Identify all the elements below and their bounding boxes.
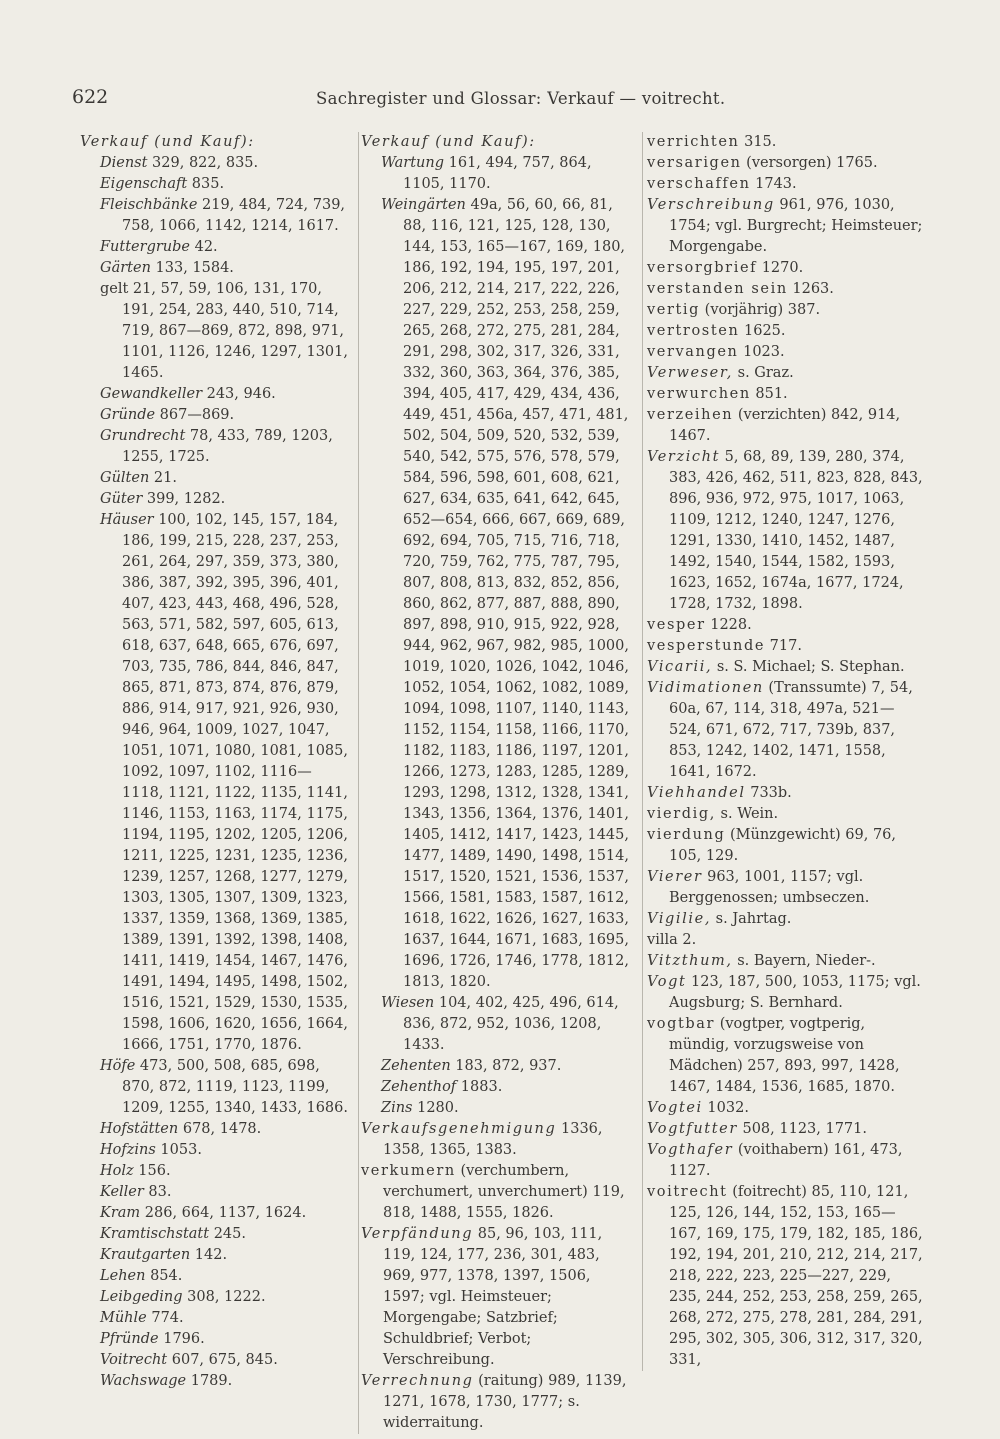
index-references: 133, 1584. xyxy=(150,260,234,276)
index-entry xyxy=(80,132,350,153)
index-term: Vogthafer xyxy=(647,1142,734,1158)
index-term: Verschreibung xyxy=(647,197,775,213)
index-references: 473, 500, 508, 685, 698, 870, 872, 1119, 1123, 1199, 1209, 1255, 1340, 1433, 1686. xyxy=(122,1058,348,1116)
index-references: (foitrecht) 85, 110, 121, 125, 126, 144, 152, 153, 165—167, 169, 175, 179, 182, 185, 186, 192, 194, 201, 210, 212, 214, 217, 218, 222, 223, 225—227, 229, 235, 244, 252, 253, 258, 259, 265, 268, 272, 275, 278, 281, 284, 291, 295, 302, 305, 306, 312, 317, 320, 331, xyxy=(669,1184,923,1368)
index-references: 1023. xyxy=(738,344,785,360)
index-entry xyxy=(361,1371,629,1434)
index-entry xyxy=(647,636,923,657)
index-references: 508, 1123, 1771. xyxy=(737,1121,867,1137)
index-entry xyxy=(647,657,923,678)
index-term: Zehenten xyxy=(381,1058,451,1074)
index-references: 21, 57, 59, 106, 131, 170, 191, 254, 283, 440, 510, 714, 719, 867—869, 872, 898, 971, 1101, 1126, 1246, 1297, 1301, 1465. xyxy=(122,281,348,381)
index-references: 854. xyxy=(145,1268,183,1284)
index-term: Gründe xyxy=(100,407,156,423)
index-term: Verkauf (und Kauf): xyxy=(361,134,536,150)
index-entry xyxy=(90,1140,350,1161)
index-entry xyxy=(647,195,923,258)
index-entry xyxy=(647,342,923,363)
index-entry xyxy=(647,825,923,867)
index-term: Zehenthof xyxy=(381,1079,457,1095)
index-entry xyxy=(90,279,350,384)
index-column-3 xyxy=(642,132,923,1371)
index-references: 1883. xyxy=(456,1079,503,1095)
index-term: villa xyxy=(647,932,678,948)
index-term: vesperstunde xyxy=(647,638,766,654)
index-entry xyxy=(647,153,923,174)
index-term: verzeihen xyxy=(647,407,734,423)
index-entry xyxy=(90,153,350,174)
index-entry xyxy=(90,510,350,1056)
index-entry xyxy=(647,132,923,153)
index-entry xyxy=(647,447,923,615)
index-term: Lehen xyxy=(100,1268,146,1284)
index-entry xyxy=(361,1161,629,1224)
index-term: Vogtfutter xyxy=(647,1121,738,1137)
index-references: (verzichten) 842, 914, 1467. xyxy=(669,407,901,444)
index-references: 85, 96, 103, 111, 119, 124, 177, 236, 301, 483, 969, 977, 1378, 1397, 1506, 1597; vgl. Heimsteuer; Morgengabe; Satzbrief; Schuldbrief; Verbot; Verschreibung. xyxy=(383,1226,603,1368)
index-term: Leibgeding xyxy=(100,1289,183,1305)
index-entry xyxy=(90,1161,350,1182)
index-references: (raitung) 989, 1139, 1271, 1678, 1730, 1777; s. widerraitung. xyxy=(383,1373,627,1431)
index-term: vierdung xyxy=(647,827,726,843)
running-header: Sachregister und Glossar: Verkauf — voitrecht. xyxy=(316,89,726,108)
index-term: versorgbrief xyxy=(647,260,758,276)
index-term: verstanden sein xyxy=(647,281,788,297)
index-term: Gülten xyxy=(100,470,150,486)
index-entry xyxy=(647,972,923,1014)
index-entry xyxy=(647,258,923,279)
index-references: s. Jahrtag. xyxy=(711,911,792,927)
index-term: Eigenschaft xyxy=(100,176,188,192)
index-term: Mühle xyxy=(100,1310,147,1326)
index-term: Verpfändung xyxy=(361,1226,474,1242)
index-entry xyxy=(647,1182,923,1371)
index-term: verschaffen xyxy=(647,176,751,192)
index-term: Krautgarten xyxy=(100,1247,191,1263)
index-entry xyxy=(90,1308,350,1329)
index-references: 1270. xyxy=(757,260,804,276)
index-entry xyxy=(90,1182,350,1203)
index-references: 161, 494, 757, 864, 1105, 1170. xyxy=(403,155,592,192)
index-entry xyxy=(371,1098,629,1119)
index-entry xyxy=(647,174,923,195)
index-entry xyxy=(647,909,923,930)
index-references: 961, 976, 1030, 1754; vgl. Burgrecht; Heimsteuer; Morgengabe. xyxy=(669,197,923,255)
index-term: verkumern xyxy=(361,1163,456,1179)
index-entry xyxy=(647,867,923,909)
index-references: 733b. xyxy=(745,785,792,801)
index-term: Verkauf (und Kauf): xyxy=(80,134,255,150)
index-entry xyxy=(371,195,629,993)
index-entry xyxy=(90,1266,350,1287)
index-entry xyxy=(647,615,923,636)
index-term: Keller xyxy=(100,1184,144,1200)
index-term: Weingärten xyxy=(381,197,466,213)
index-references: 1743. xyxy=(750,176,797,192)
index-references: (voithabern) 161, 473, 1127. xyxy=(669,1142,903,1179)
index-entry xyxy=(647,1140,923,1182)
index-references: 104, 402, 425, 496, 614, 836, 872, 952, 1036, 1208, 1433. xyxy=(403,995,619,1053)
index-term: versarigen xyxy=(647,155,742,171)
index-entry xyxy=(371,1077,629,1098)
index-references: 142. xyxy=(190,1247,228,1263)
index-term: vesper xyxy=(647,617,706,633)
index-references: 1032. xyxy=(702,1100,749,1116)
index-references: 5, 68, 89, 139, 280, 374, 383, 426, 462, 511, 823, 828, 843, 896, 936, 972, 975, 1017, 1063, 1109, 1212, 1240, 1247, 1276, 1291, 1330, 1410, 1452, 1487, 1492, 1540, 1544, 1582, 1593, 1623, 1652, 1674a, 1677, 1724, 1728, 1732, 1898. xyxy=(669,449,923,612)
index-references: 123, 187, 500, 1053, 1175; vgl. Augsburg; S. Bernhard. xyxy=(669,974,921,1011)
index-entry xyxy=(90,489,350,510)
index-entry xyxy=(647,951,923,972)
index-references: 100, 102, 145, 157, 184, 186, 199, 215, 228, 237, 253, 261, 264, 297, 359, 373, 380, 386, 387, 392, 395, 396, 401, 407, 423, 443, 468, 496, 528, 563, 571, 582, 597, 605, 613, 618, 637, 648, 665, 676, 697, 703, 735, 786, 844, 846, 847, 865, 871, 873, 874, 876, 879, 886, 914, 917, 921, 926, 930, 946, 964, 1009, 1027, 1047, 1051, 1071, 1080, 1081, 1085, 1092, 1097, 1102, 1116—1118, 1121, 1122, 1135, 1141, 1146, 1153, 1163, 1174, 1175, 1194, 1195, 1202, 1205, 1206, 1211, 1225, 1231, 1235, 1236, 1239, 1257, 1268, 1277, 1279, 1303, 1305, 1307, 1309, 1323, 1337, 1359, 1368, 1369, 1385, 1389, 1391, 1392, 1398, 1408, 1411, 1419, 1454, 1467, 1476, 1491, 1494, 1495, 1498, 1502, 1516, 1521, 1529, 1530, 1535, 1598, 1606, 1620, 1656, 1664, 1666, 1751, 1770, 1876. xyxy=(122,512,348,1053)
index-term: Pfründe xyxy=(100,1331,159,1347)
index-entry xyxy=(90,174,350,195)
index-term: Futtergrube xyxy=(100,239,190,255)
index-term: Kramtischstatt xyxy=(100,1226,210,1242)
index-term: Vigilie, xyxy=(647,911,712,927)
index-term: Verzicht xyxy=(647,449,721,465)
index-entry xyxy=(90,1224,350,1245)
index-term: verwurchen xyxy=(647,386,751,402)
index-term: Gewandkeller xyxy=(100,386,202,402)
index-entry xyxy=(647,405,923,447)
index-term: Verkaufsgenehmigung xyxy=(361,1121,557,1137)
index-entry xyxy=(647,384,923,405)
index-entry xyxy=(361,1119,629,1161)
index-references: 83. xyxy=(143,1184,172,1200)
index-term: Kram xyxy=(100,1205,141,1221)
index-entry xyxy=(647,321,923,342)
index-entry xyxy=(90,258,350,279)
index-entry xyxy=(371,1056,629,1077)
index-entry xyxy=(647,678,923,783)
index-entry xyxy=(90,384,350,405)
index-references: 835. xyxy=(187,176,225,192)
index-references: 329, 822, 835. xyxy=(147,155,259,171)
index-references: 1796. xyxy=(158,1331,205,1347)
index-entry xyxy=(90,1371,350,1392)
index-term: Fleischbänke xyxy=(100,197,198,213)
index-references: 156. xyxy=(133,1163,171,1179)
index-references: 286, 664, 1137, 1624. xyxy=(140,1205,307,1221)
index-term: Vidimationen xyxy=(647,680,764,696)
index-references: 963, 1001, 1157; vgl. Berggenossen; umbseczen. xyxy=(669,869,870,906)
index-column-1 xyxy=(80,132,350,1392)
index-references: 243, 946. xyxy=(202,386,276,402)
index-references: (vorjährig) 387. xyxy=(700,302,821,318)
index-references: 245. xyxy=(209,1226,246,1242)
index-references: 315. xyxy=(739,134,777,150)
index-term: Dienst xyxy=(100,155,148,171)
index-references: 78, 433, 789, 1203, 1255, 1725. xyxy=(122,428,333,465)
index-entry xyxy=(647,300,923,321)
index-references: 851. xyxy=(750,386,788,402)
index-term: vervangen xyxy=(647,344,739,360)
index-term: verrichten xyxy=(647,134,740,150)
index-entry xyxy=(90,1329,350,1350)
index-term: Güter xyxy=(100,491,143,507)
index-term: Vitzthum, xyxy=(647,953,733,969)
index-term: gelt xyxy=(100,281,129,297)
index-term: voitrecht xyxy=(647,1184,728,1200)
index-term: Viehhandel xyxy=(647,785,746,801)
index-references: 2. xyxy=(677,932,697,948)
index-references: 774. xyxy=(146,1310,184,1326)
index-entry xyxy=(361,132,629,153)
index-entry xyxy=(90,237,350,258)
index-references: 1228. xyxy=(705,617,752,633)
index-references: (Transsumte) 7, 54, 60a, 67, 114, 318, 497a, 521—524, 671, 672, 717, 739b, 837, 853, 1242, 1402, 1471, 1558, 1641, 1672. xyxy=(669,680,913,780)
index-column-2 xyxy=(358,132,629,1434)
index-term: Holz xyxy=(100,1163,134,1179)
index-entry xyxy=(647,363,923,384)
index-references: (versorgen) 1765. xyxy=(741,155,878,171)
index-entry xyxy=(647,1119,923,1140)
index-entry xyxy=(90,426,350,468)
index-references: s. Wein. xyxy=(715,806,779,822)
index-term: Wiesen xyxy=(381,995,435,1011)
index-references: s. Bayern, Nieder-. xyxy=(732,953,876,969)
index-entry xyxy=(371,153,629,195)
index-references: 1263. xyxy=(787,281,834,297)
index-references: 21. xyxy=(149,470,177,486)
index-references: 42. xyxy=(189,239,218,255)
index-references: 308, 1222. xyxy=(182,1289,266,1305)
index-term: Vierer xyxy=(647,869,703,885)
index-term: vertrosten xyxy=(647,323,740,339)
index-references: 717. xyxy=(765,638,802,654)
index-term: Vicarii, xyxy=(647,659,713,675)
index-term: vertig xyxy=(647,302,701,318)
index-term: Häuser xyxy=(100,512,154,528)
index-references: (Münzgewicht) 69, 76, 105, 129. xyxy=(669,827,897,864)
index-term: Grundrecht xyxy=(100,428,186,444)
index-term: Wartung xyxy=(381,155,445,171)
index-term: vierdig, xyxy=(647,806,716,822)
index-term: Wachswage xyxy=(100,1373,187,1389)
index-term: Verweser, xyxy=(647,365,734,381)
index-references: 1280. xyxy=(412,1100,459,1116)
index-references: 1625. xyxy=(739,323,786,339)
index-term: Vogt xyxy=(647,974,687,990)
index-entry xyxy=(90,195,350,237)
index-term: Verrechnung xyxy=(361,1373,474,1389)
index-references: 678, 1478. xyxy=(178,1121,262,1137)
index-entry xyxy=(647,1098,923,1119)
index-entry xyxy=(90,1203,350,1224)
index-references: 1053. xyxy=(155,1142,202,1158)
index-term: vogtbar xyxy=(647,1016,716,1032)
index-entry xyxy=(90,1350,350,1371)
index-entry xyxy=(361,1224,629,1371)
index-references: s. Graz. xyxy=(733,365,794,381)
index-entry xyxy=(647,783,923,804)
index-entry xyxy=(647,279,923,300)
index-term: Vogtei xyxy=(647,1100,703,1116)
index-references: 867—869. xyxy=(155,407,235,423)
index-references: 219, 484, 724, 739, 758, 1066, 1142, 1214, 1617. xyxy=(122,197,346,234)
page-number: 622 xyxy=(72,86,109,108)
index-term: Höfe xyxy=(100,1058,136,1074)
index-references: 183, 872, 937. xyxy=(450,1058,562,1074)
index-entry xyxy=(647,930,923,951)
index-entry xyxy=(90,405,350,426)
index-entry xyxy=(90,468,350,489)
index-references: s. S. Michael; S. Stephan. xyxy=(712,659,905,675)
index-entry xyxy=(90,1245,350,1266)
index-references: 399, 1282. xyxy=(142,491,226,507)
index-references: 1336, 1358, 1365, 1383. xyxy=(383,1121,603,1158)
index-entry xyxy=(371,993,629,1056)
index-entry xyxy=(647,1014,923,1098)
index-entry xyxy=(647,804,923,825)
index-references: 607, 675, 845. xyxy=(167,1352,278,1368)
index-references: 1789. xyxy=(186,1373,233,1389)
index-term: Zins xyxy=(381,1100,413,1116)
index-entry xyxy=(90,1119,350,1140)
index-entry xyxy=(90,1287,350,1308)
index-term: Hofstätten xyxy=(100,1121,179,1137)
index-term: Hofzins xyxy=(100,1142,156,1158)
index-references: 49a, 56, 60, 66, 81, 88, 116, 121, 125, 128, 130, 144, 153, 165—167, 169, 180, 186, 192, 194, 195, 197, 201, 206, 212, 214, 217, 222, 226, 227, 229, 252, 253, 258, 259, 265, 268, 272, 275, 281, 284, 291, 298, 302, 317, 326, 331, 332, 360, 363, 364, 376, 385, 394, 405, 417, 429, 434, 436, 449, 451, 456a, 457, 471, 481, 502, 504, 509, 520, 532, 539, 540, 542, 575, 576, 578, 579, 584, 596, 598, 601, 608, 621, 627, 634, 635, 641, 642, 645, 652—654, 666, 667, 669, 689, 692, 694, 705, 715, 716, 718, 720, 759, 762, 775, 787, 795, 807, 808, 813, 832, 852, 856, 860, 862, 877, 887, 888, 890, 897, 898, 910, 915, 922, 928, 944, 962, 967, 982, 985, 1000, 1019, 1020, 1026, 1042, 1046, 1052, 1054, 1062, 1082, 1089, 1094, 1098, 1107, 1140, 1143, 1152, 1154, 1158, 1166, 1170, 1182, 1183, 1186, 1197, 1201, 1266, 1273, 1283, 1285, 1289, 1293, 1298, 1312, 1328, 1341, 1343, 1356, 1364, 1376, 1401, 1405, 1412, 1417, 1423, 1445, 1477, 1489, 1490, 1498, 1514, 1517, 1520, 1521, 1536, 1537, 1566, 1581, 1583, 1587, 1612, 1618, 1622, 1626, 1627, 1633, 1637, 1644, 1671, 1683, 1695, 1696, 1726, 1746, 1778, 1812, 1813, 1820. xyxy=(403,197,629,990)
index-term: Gärten xyxy=(100,260,151,276)
index-term: Voitrecht xyxy=(100,1352,168,1368)
index-references: (verchumbern, verchumert, unverchumert) 119, 818, 1488, 1555, 1826. xyxy=(383,1163,625,1221)
index-references: (vogtper, vogtperig, mündig, vorzugsweise von Mädchen) 257, 893, 997, 1428, 1467, 1484, 1536, 1685, 1870. xyxy=(669,1016,900,1095)
index-entry xyxy=(90,1056,350,1119)
